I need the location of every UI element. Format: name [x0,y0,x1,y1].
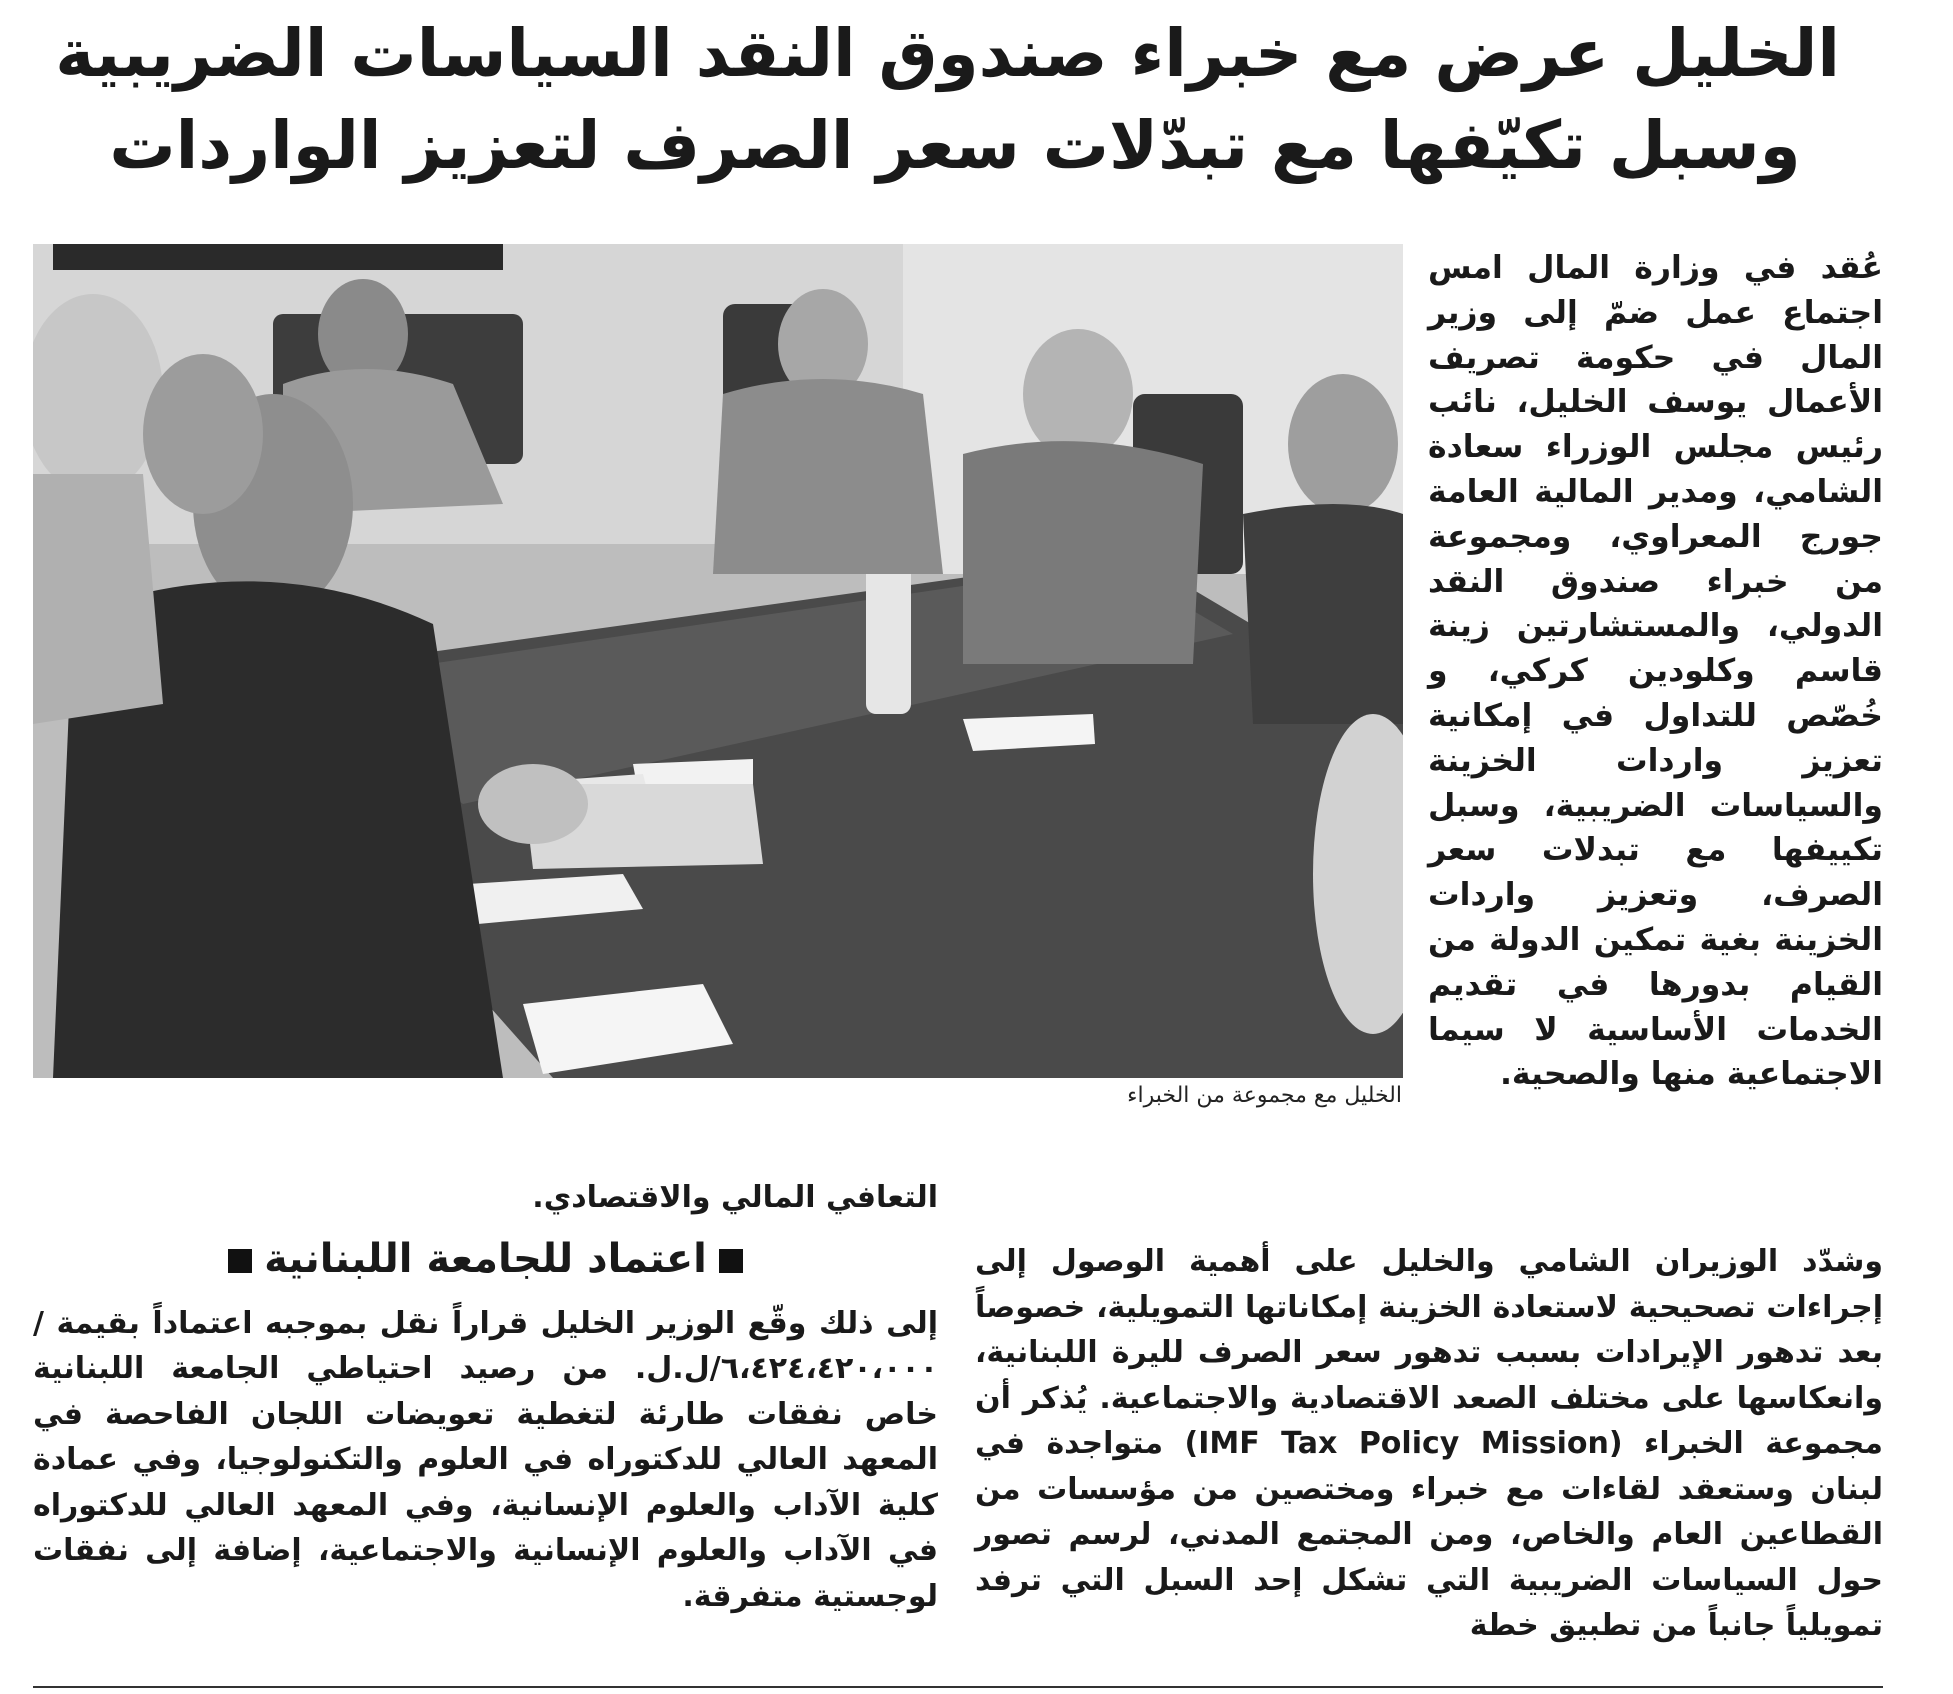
headline-line-1: الخليل عرض مع خبراء صندوق النقد السياسات الضريبية [55,15,1840,92]
photo-caption: الخليل مع مجموعة من الخبراء [1127,1083,1402,1108]
article-lead-paragraph: عُقد في وزارة المال امس اجتماع عمل ضمّ إلى وزير المال في حكومة تصريف الأعمال يوسف الخليل، نائب رئيس مجلس الوزراء سعادة الشامي، ومدير المالية العامة جورج المعراوي، ومجموعة من خبراء صندوق النقد الدولي، والمستشارتين زينة قاسم وكلودين كركي، و خُصّص للتداول في إمكانية تعزيز واردات الخزينة والسياسات الضريبية، وسبل تكييفها مع تبدلات سعر الصرف، وتعزيز واردات الخزينة بغية تمكين الدولة من القيام بدورها في تقديم الخدمات الأساسية لا سيما الاجتماعية منها والصحية. [1428,250,1883,1093]
bottom-divider [33,1686,1883,1688]
meeting-photo-illustration [33,244,1403,1078]
headline-line-2: وسبل تكيّفها مع تبدّلات سعر الصرف لتعزيز الواردات [109,107,1801,184]
article-second-paragraph: وشدّد الوزيران الشامي والخليل على أهمية الوصول إلى إجراءات تصحيحية لاستعادة الخزينة إمكاناتها التمويلية، خصوصاً بعد تدهور الإيرادات بسبب تدهور سعر الصرف لليرة اللبنانية، وانعكاسها على مختلف الصعد الاقتصادية والاجتماعية. يُذكر أن مجموعة الخبراء (IMF Tax Policy Mission) متواجدة في لبنان وستعقد لقاءات مع خبراء ومختصين من مؤسسات من القطاعين العام والخاص، ومن المجتمع المدني، لرسم تصور حول السياسات الضريبية التي تشكل إحد السبل التي ترفد تمويلياً جانباً من تطبيق خطة [975,1244,1883,1643]
article-lower-block [975,1239,1883,1649]
square-bullet-icon [719,1249,743,1273]
article-left-block [33,1175,938,1619]
headline [55,8,1840,192]
university-paragraph: إلى ذلك وقّع الوزير الخليل قراراً نقل بموجبه اعتماداً بقيمة /٦،٤٢٤،٤٢٠،٠٠٠/ل.ل. من رصيد احتياطي الجامعة اللبنانية خاص نفقات طارئة لتغطية تعويضات اللجان الفاحصة في المعهد العالي للدكتوراه في العلوم والتكنولوجيا، وفي عمادة كلية الآداب والعلوم الإنسانية، وفي المعهد العالي للدكتوراه في الآداب والعلوم الإنسانية والاجتماعية، إضافة إلى نفقات لوجستية متفرقة. [33,1305,938,1614]
subheading [33,1229,938,1289]
meeting-photo [33,244,1403,1078]
article-continuation: التعافي المالي والاقتصادي. [532,1180,938,1215]
square-bullet-icon [228,1249,252,1273]
subheading-text: اعتماد للجامعة اللبنانية [264,1235,707,1282]
article-right-column [1428,246,1883,1097]
